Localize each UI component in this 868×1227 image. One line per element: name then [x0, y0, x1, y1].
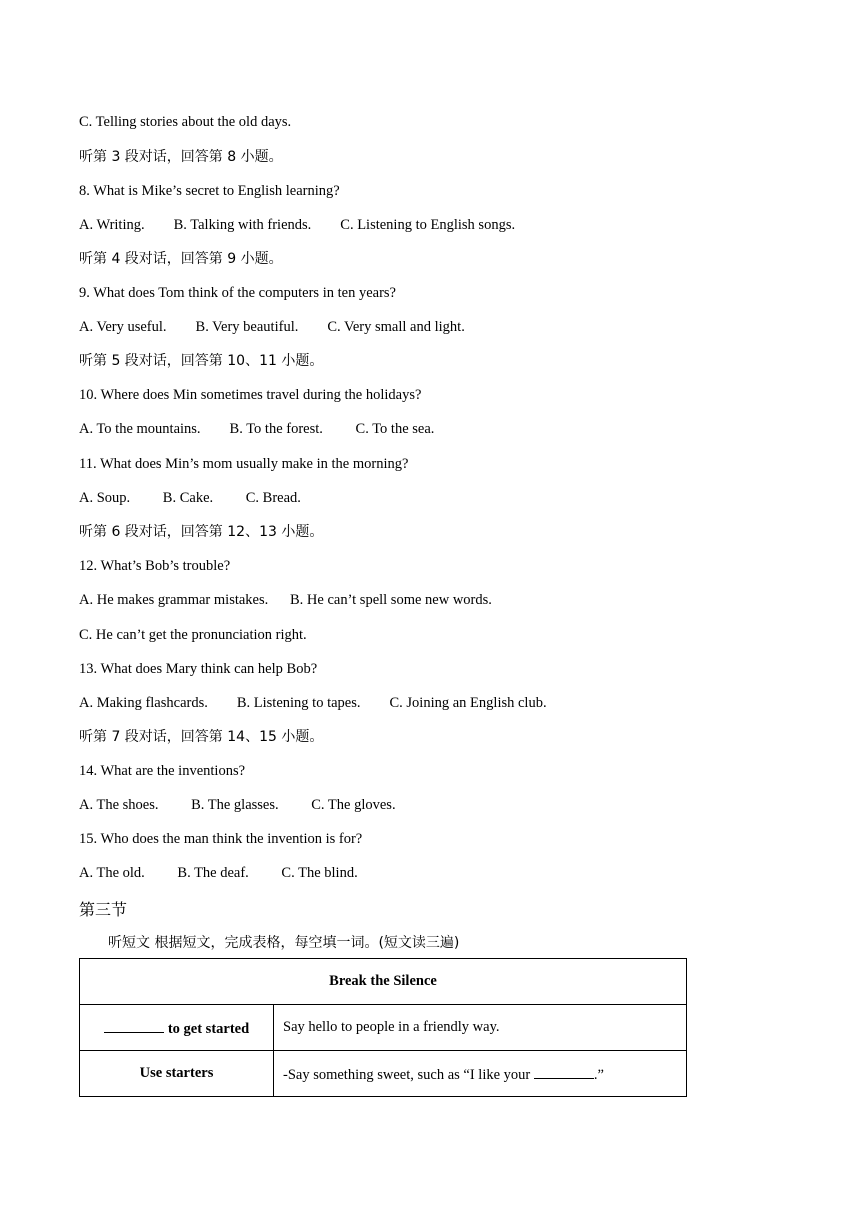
question-10: 10. Where does Min sometimes travel during the holidays? [79, 387, 422, 403]
table-title: Break the Silence [80, 959, 687, 1005]
question-9: 9. What does Tom think of the computers in ten years? [79, 285, 396, 301]
fill-in-table [79, 958, 687, 1097]
options-8: A. Writing. B. Talking with friends. C. Listening to English songs. [79, 217, 516, 233]
options-10: A. To the mountains. B. To the forest. C. To the sea. [79, 421, 435, 437]
section-instruction: 听第 3 段对话，回答第 8 小题。 [79, 149, 283, 165]
options-11: A. Soup. B. Cake. C. Bread. [79, 490, 301, 506]
answer-blank[interactable] [104, 1018, 164, 1033]
table-row-label [80, 1005, 274, 1051]
question-12: 12. What’s Bob’s trouble? [79, 558, 231, 574]
section-directions: 听短文 根据短文，完成表格，每空填一词。(短文读三遍) [108, 935, 460, 951]
question-14: 14. What are the inventions? [79, 763, 246, 779]
section-title: 第三节 [79, 900, 128, 919]
question-11: 11. What does Min’s mom usually make in the morning? [79, 456, 409, 472]
options-12: A. He makes grammar mistakes. B. He can’t spell some new words. [79, 592, 492, 608]
table-row-label: Use starters [80, 1051, 274, 1097]
section-instruction: 听第 6 段对话，回答第 12、13 小题。 [79, 524, 324, 540]
row-content-text: -Say something sweet, such as “I like your [283, 1066, 534, 1083]
table-row-content [274, 1051, 687, 1097]
section-instruction: 听第 7 段对话，回答第 14、15 小题。 [79, 729, 324, 745]
section-instruction: 听第 4 段对话，回答第 9 小题。 [79, 251, 283, 267]
option-line: C. Telling stories about the old days. [79, 114, 292, 130]
question-8: 8. What is Mike’s secret to English learning? [79, 183, 340, 199]
question-15: 15. Who does the man think the invention is for? [79, 831, 363, 847]
row-content-end: .” [593, 1066, 604, 1083]
options-14: A. The shoes. B. The glasses. C. The gloves. [79, 797, 396, 813]
answer-blank[interactable] [534, 1064, 594, 1079]
options-15: A. The old. B. The deaf. C. The blind. [79, 865, 358, 881]
options-9: A. Very useful. B. Very beautiful. C. Very small and light. [79, 319, 465, 335]
options-12-c: C. He can’t get the pronunciation right. [79, 627, 307, 643]
table-row-content: Say hello to people in a friendly way. [274, 1005, 687, 1051]
row-label-text: to get started [167, 1020, 250, 1037]
options-13: A. Making flashcards. B. Listening to tapes. C. Joining an English club. [79, 695, 547, 711]
section-instruction: 听第 5 段对话，回答第 10、11 小题。 [79, 353, 324, 369]
question-13: 13. What does Mary think can help Bob? [79, 661, 318, 677]
